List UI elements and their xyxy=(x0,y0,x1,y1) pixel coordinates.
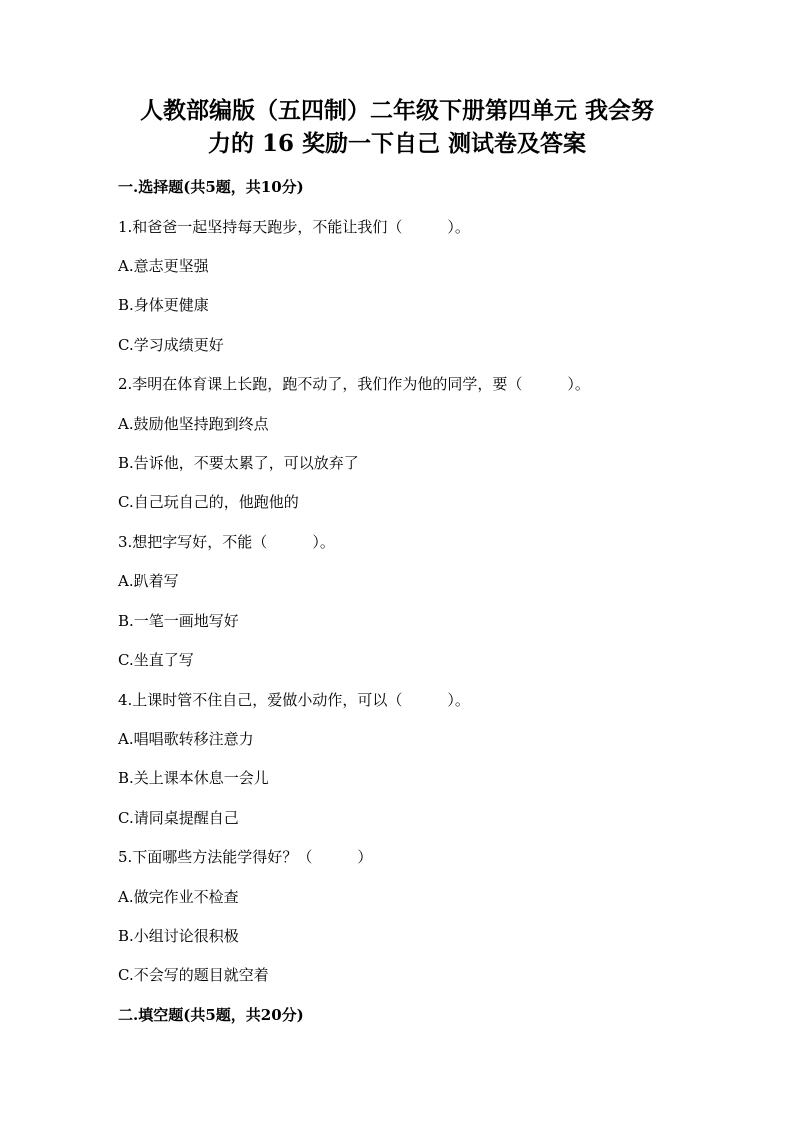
section-heading-fill-in: 二.填空题(共5题，共20分) xyxy=(118,1006,304,1024)
question-1-option-c: C.学习成绩更好 xyxy=(118,336,224,354)
question-4-option-c: C.请同桌提醒自己 xyxy=(118,809,239,827)
question-4-option-b: B.关上课本休息一会儿 xyxy=(118,769,269,787)
question-1-option-a: A.意志更坚强 xyxy=(118,257,209,275)
question-3-option-b: B.一笔一画地写好 xyxy=(118,612,239,630)
question-4-stem: 4.上课时管不住自己，爱做小动作，可以（ ）。 xyxy=(118,691,470,709)
question-5-option-c: C.不会写的题目就空着 xyxy=(118,966,269,984)
question-2-option-b: B.告诉他，不要太累了，可以放弃了 xyxy=(118,454,359,472)
question-3-option-c: C.坐直了写 xyxy=(118,651,194,669)
question-2-option-a: A.鼓励他坚持跑到终点 xyxy=(118,415,269,433)
question-3-option-a: A.趴着写 xyxy=(118,572,179,590)
question-5-stem: 5.下面哪些方法能学得好？（ ） xyxy=(118,848,373,866)
question-2-stem: 2.李明在体育课上长跑，跑不动了，我们作为他的同学，要（ ）。 xyxy=(118,375,590,393)
question-3-stem: 3.想把字写好，不能（ ）。 xyxy=(118,533,335,551)
question-5-option-a: A.做完作业不检查 xyxy=(118,888,239,906)
question-1-option-b: B.身体更健康 xyxy=(118,296,209,314)
question-2-option-c: C.自己玩自己的，他跑他的 xyxy=(118,493,299,511)
section-heading-choice: 一.选择题(共5题，共10分) xyxy=(118,178,304,196)
question-5-option-b: B.小组讨论很积极 xyxy=(118,927,239,945)
question-4-option-a: A.唱唱歌转移注意力 xyxy=(118,730,254,748)
document-title-line-1: 人教部编版（五四制）二年级下册第四单元 我会努 xyxy=(139,97,654,124)
document-title-line-2: 力的 16 奖励一下自己 测试卷及答案 xyxy=(207,130,587,157)
question-1-stem: 1.和爸爸一起坚持每天跑步，不能让我们（ ）。 xyxy=(118,218,470,236)
